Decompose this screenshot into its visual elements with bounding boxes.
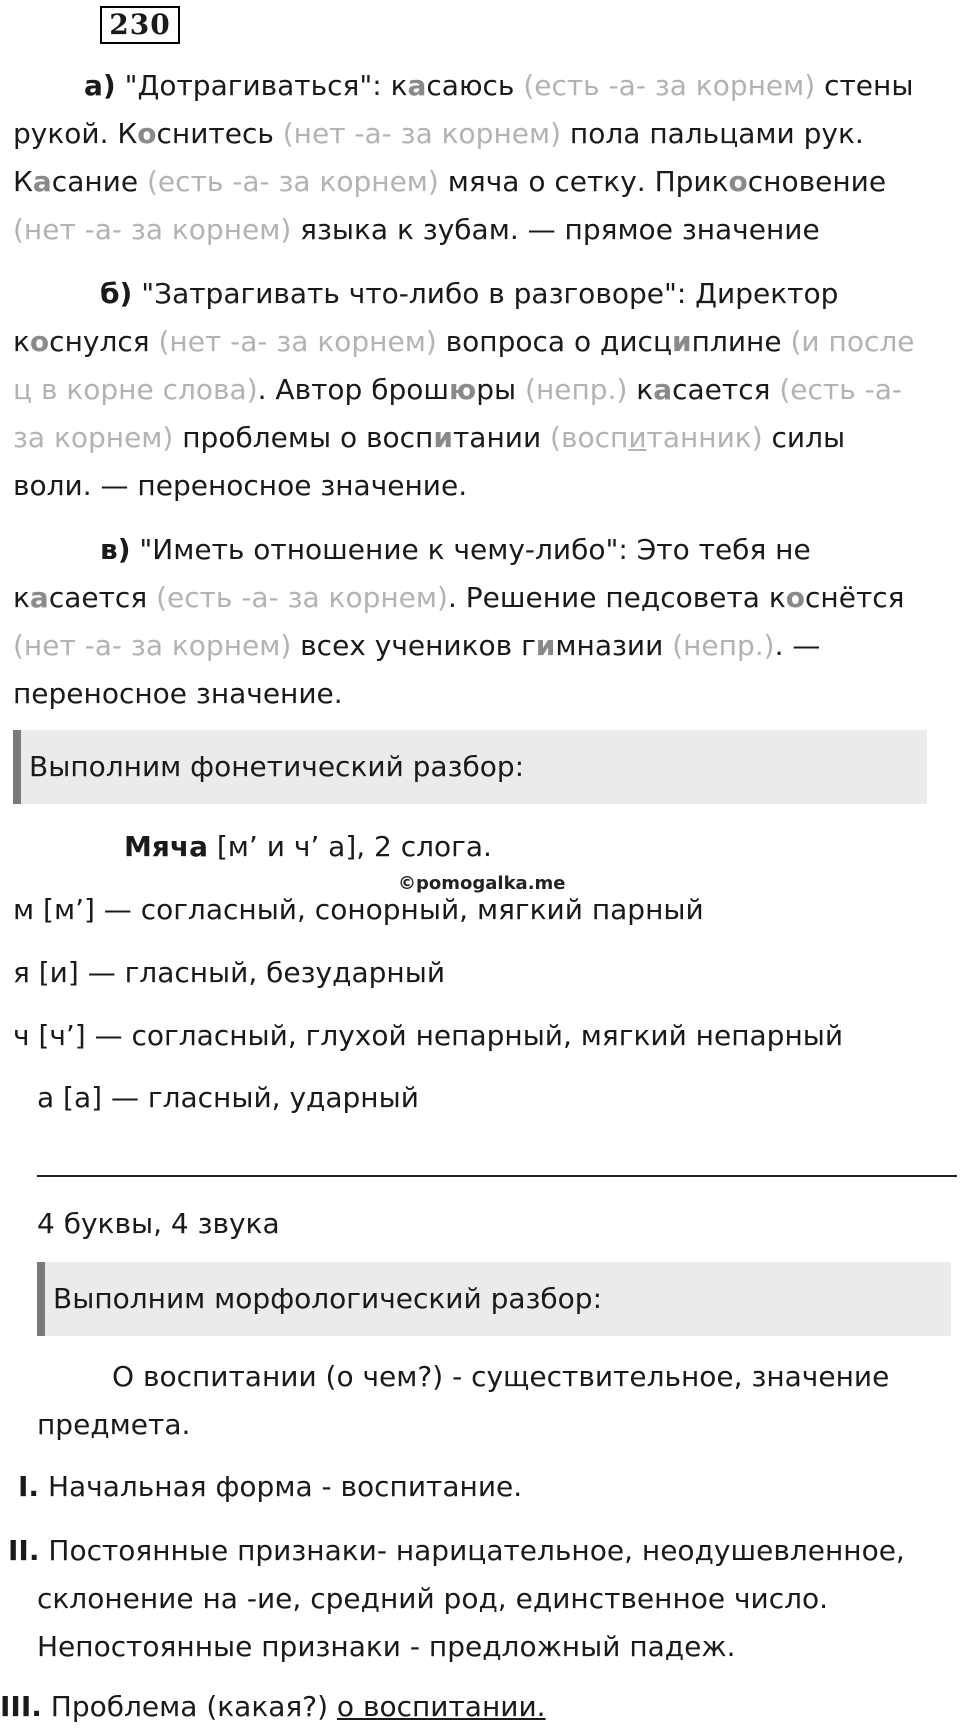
grey-note: (нет -а- за корнем) <box>13 213 292 246</box>
highlighted-vowel: о <box>785 581 806 614</box>
text: к <box>13 581 30 614</box>
text: . — <box>774 629 821 662</box>
phonetic-word: Мяча <box>124 830 208 863</box>
roman-numeral: I. <box>18 1470 40 1503</box>
header-accent-bar <box>37 1262 45 1336</box>
highlighted-vowel: ю <box>449 373 477 406</box>
grey-note: (нет -а- за корнем) <box>282 117 562 150</box>
section-a-line-3 <box>13 158 886 206</box>
text: Проблема (какая?) <box>41 1690 337 1723</box>
highlighted-vowel: о <box>137 117 157 150</box>
header-accent-bar <box>13 730 21 804</box>
text: сается <box>48 581 157 614</box>
highlighted-vowel: а <box>653 373 673 406</box>
morph-item-3 <box>0 1683 546 1731</box>
phonetic-summary: 4 буквы, 4 звука <box>37 1207 280 1240</box>
text: "Дотрагиваться": к <box>124 69 408 102</box>
text: снулся <box>49 325 159 358</box>
text: мяча о сетку. Прик <box>438 165 729 198</box>
text: проблемы о восп <box>173 421 434 454</box>
text: . Автор брош <box>257 373 449 406</box>
phonetic-transcription: [м’ и ч’ а], 2 слога. <box>207 830 492 863</box>
grey-note: (есть -а- <box>779 373 902 406</box>
grey-note: ц в корне слова) <box>13 373 258 406</box>
text: сание <box>51 165 147 198</box>
text: переносное значение. <box>13 677 343 710</box>
underlined-text: о воспитании. <box>336 1690 546 1723</box>
text: сновение <box>747 165 887 198</box>
roman-numeral: III. <box>0 1690 42 1723</box>
grey-note: (есть -а- за корнем) <box>156 581 448 614</box>
highlighted-vowel: о <box>29 325 50 358</box>
highlighted-vowel: а <box>32 165 52 198</box>
text: рукой. К <box>13 117 138 150</box>
highlighted-vowel: и <box>672 325 692 358</box>
text: снётся <box>805 581 905 614</box>
phonetic-row-2: я [и] — гласный, безударный <box>13 956 446 989</box>
morph-item-2-line-2: склонение на -ие, средний род, единственное число. <box>37 1582 829 1615</box>
section-b-label: б) <box>100 277 133 310</box>
morph-item-1 <box>18 1463 522 1511</box>
grey-note: (нет -а- за корнем) <box>158 325 437 358</box>
text: . Решение педсовета к <box>447 581 786 614</box>
text: вопроса о дисц <box>436 325 673 358</box>
section-b-line-4 <box>13 414 845 462</box>
watermark: ©pomogalka.me <box>398 873 566 894</box>
morph-header <box>37 1262 951 1336</box>
phonetic-header <box>13 730 927 804</box>
text: "Иметь отношение к чему-либо": Это тебя не <box>130 533 811 566</box>
morph-item-2-line-1 <box>8 1527 905 1575</box>
exercise-number: 230 <box>100 6 180 44</box>
highlighted-vowel: о <box>728 165 748 198</box>
phonetic-word-line <box>124 823 492 871</box>
morph-intro-line-2: предмета. <box>37 1408 191 1441</box>
text: сается <box>672 373 780 406</box>
section-b-line-5 <box>13 462 467 510</box>
section-a-label: а) <box>84 69 116 102</box>
morph-intro-line-1: О воспитании (о чем?) - существительное, значение <box>112 1360 890 1393</box>
grey-note: (непр.) <box>525 373 628 406</box>
section-c-line-2 <box>13 574 905 622</box>
divider-line <box>37 1175 957 1177</box>
grey-note: танник) <box>646 421 763 454</box>
text: снитесь <box>156 117 283 150</box>
morph-header-label: Выполним морфологический разбор: <box>53 1282 603 1315</box>
section-b-line-3 <box>13 366 902 414</box>
section-c-label: в) <box>100 533 131 566</box>
grey-note-underlined: и <box>628 421 647 454</box>
grey-note: (нет -а- за корнем) <box>13 629 292 662</box>
phonetic-header-label: Выполним фонетический разбор: <box>29 750 525 783</box>
text: плине <box>691 325 791 358</box>
section-c-line-4 <box>13 670 343 718</box>
text: "Затрагивать что-либо в разговоре": Директор <box>132 277 839 310</box>
grey-note: за корнем) <box>13 421 174 454</box>
roman-numeral: II. <box>8 1534 40 1567</box>
grey-note: (восп <box>550 421 629 454</box>
phonetic-row-4: а [а] — гласный, ударный <box>37 1081 419 1114</box>
text: ры <box>476 373 526 406</box>
section-b-line-2 <box>13 318 914 366</box>
text: воли. — переносное значение. <box>13 469 468 502</box>
section-a-line-1 <box>84 62 913 110</box>
highlighted-vowel: а <box>407 69 427 102</box>
text: саюсь <box>426 69 524 102</box>
section-a-line-4 <box>13 206 820 254</box>
text: Начальная форма - воспитание. <box>39 1470 523 1503</box>
text: тании <box>452 421 551 454</box>
highlighted-vowel: а <box>29 581 49 614</box>
text: к <box>13 325 30 358</box>
morph-item-2-line-3: Непостоянные признаки - предложный падеж. <box>37 1630 736 1663</box>
text: силы <box>762 421 846 454</box>
grey-note: (непр.) <box>672 629 775 662</box>
grey-note: (есть -а- за корнем) <box>523 69 816 102</box>
text: пола пальцами рук. <box>561 117 864 150</box>
text: языка к зубам. — прямое значение <box>291 213 820 246</box>
text: всех учеников г <box>291 629 536 662</box>
section-a-line-2 <box>13 110 864 158</box>
highlighted-vowel: и <box>433 421 453 454</box>
phonetic-row-3: ч [ч’] — согласный, глухой непарный, мягкий непарный <box>13 1019 844 1052</box>
highlighted-vowel: и <box>535 629 556 662</box>
phonetic-row-1: м [м’] — согласный, сонорный, мягкий парный <box>13 893 704 926</box>
text: Постоянные признаки- нарицательное, неодушевленное, <box>39 1534 905 1567</box>
section-c-line-1 <box>100 526 811 574</box>
section-b-line-1 <box>100 270 838 318</box>
section-c-line-3 <box>13 622 820 670</box>
text: мназии <box>555 629 673 662</box>
text: К <box>13 165 33 198</box>
text: к <box>627 373 654 406</box>
grey-note: (есть -а- за корнем) <box>146 165 439 198</box>
grey-note: (и после <box>790 325 915 358</box>
text: стены <box>815 69 914 102</box>
